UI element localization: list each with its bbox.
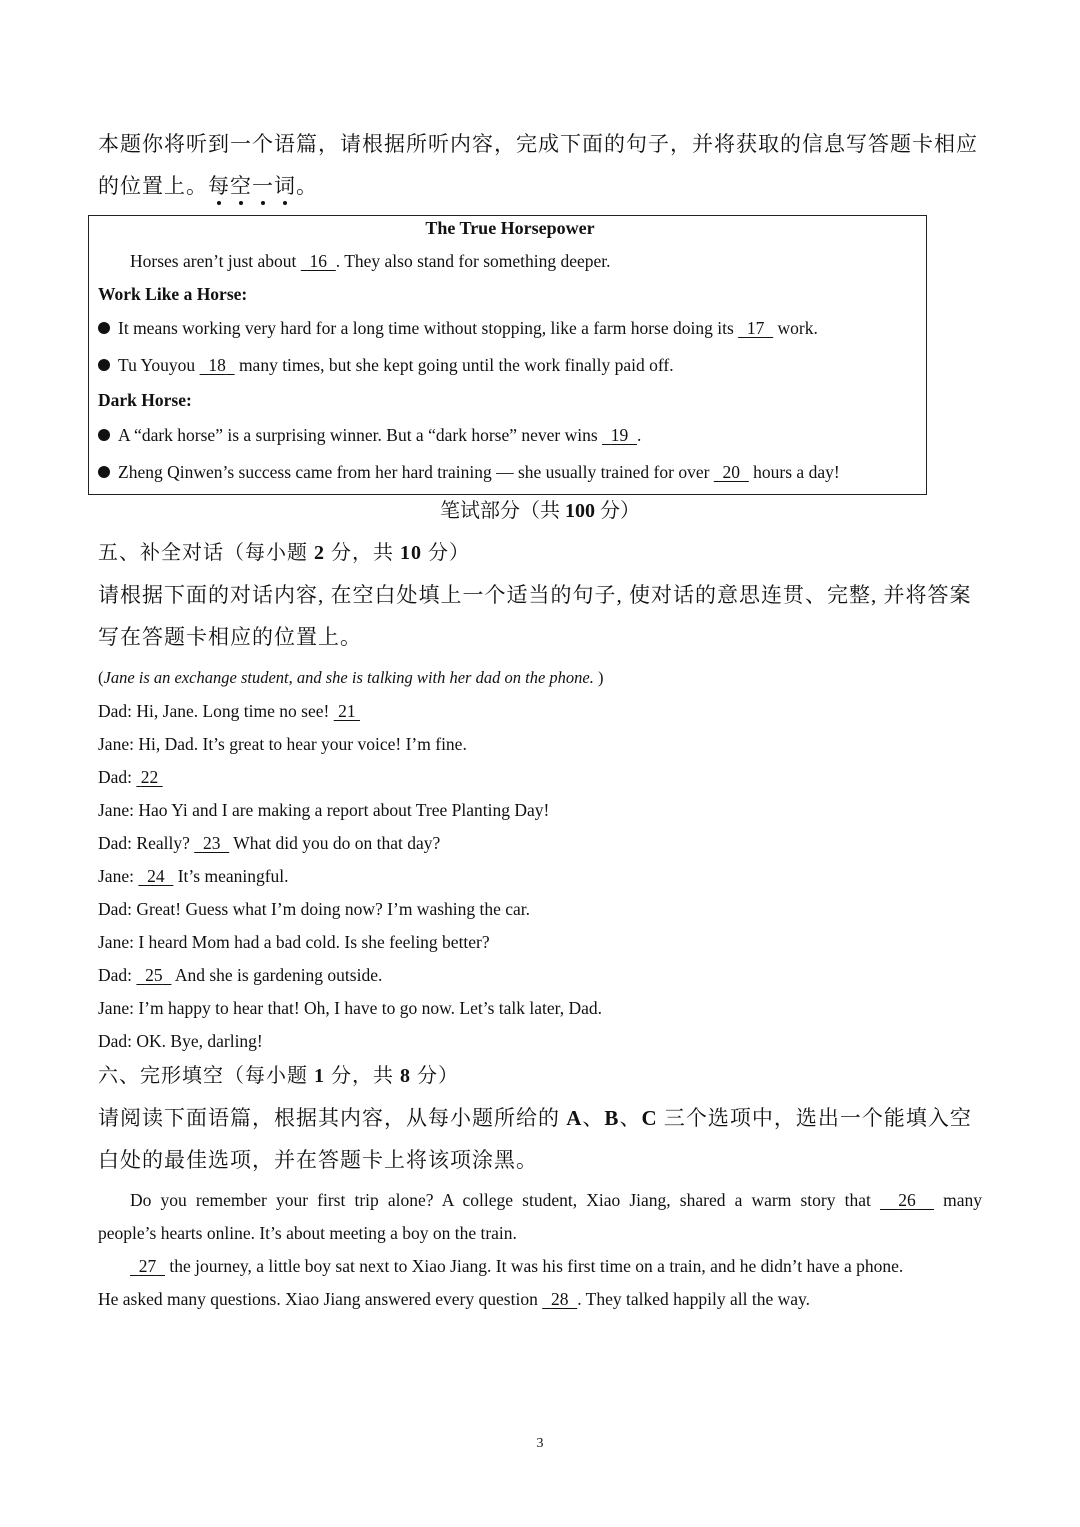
blank-number: 23 <box>202 833 221 853</box>
blank-number: 21 <box>338 701 356 721</box>
text: many times, but she kept going until the work finally paid off. <box>234 355 674 375</box>
blank-number: 19 <box>610 425 629 445</box>
blank-26[interactable] <box>880 1190 934 1210</box>
dialog-line-3 <box>98 767 163 788</box>
dialog-line-11: Dad: OK. Bye, darling! <box>98 1031 263 1051</box>
written-part-heading <box>0 497 1080 525</box>
blank-number: 24 <box>147 866 165 886</box>
text: 分，共 <box>325 542 400 564</box>
dialog-context: (Jane is an exchange student, and she is talking with her dad on the phone. ) <box>98 668 604 687</box>
blank-number: 16 <box>309 251 328 271</box>
blank-27[interactable] <box>130 1256 165 1276</box>
box-intro <box>130 251 611 272</box>
box-title: The True Horsepower <box>425 218 595 238</box>
dialog-line-5 <box>98 833 440 854</box>
blank-23[interactable] <box>194 833 229 853</box>
text: Do you remember your first trip alone? A college student, Xiao Jiang, shared a warm story that <box>130 1190 880 1210</box>
box-bullet-3 <box>98 425 641 446</box>
text: It’s meaningful. <box>173 866 289 886</box>
blank-19[interactable] <box>602 425 637 445</box>
box-heading-work: Work Like a Horse: <box>98 284 248 304</box>
section5-instruction-line1: 请根据下面的对话内容, 在空白处填上一个适当的句子, 使对话的意思连贯、完整, 并将答案 <box>98 583 972 607</box>
dialog-line-7: Dad: Great! Guess what I’m doing now? I’m washing the car. <box>98 899 531 919</box>
total: 8 <box>400 1065 411 1087</box>
instruction-text: 的位置上。 <box>98 174 208 198</box>
listening-instruction-line1: 本题你将听到一个语篇，请根据所听内容，完成下面的句子，并将获取的信息写答题卡相应 <box>98 132 978 156</box>
text: Tu Youyou <box>118 355 200 375</box>
emphasis-char: 每 <box>208 174 230 198</box>
blank-number: 17 <box>746 318 765 338</box>
points: 1 <box>314 1065 325 1087</box>
text: What did you do on that day? <box>229 833 441 853</box>
text: 、 <box>582 1106 605 1130</box>
dialog-line-1 <box>98 701 360 722</box>
cloze-line-4 <box>98 1289 810 1310</box>
cloze-line-3 <box>130 1256 903 1277</box>
cloze-line-1 <box>130 1190 982 1211</box>
instruction-text: 。 <box>296 174 318 198</box>
option-b: B <box>604 1106 620 1130</box>
text: 分） <box>422 542 470 564</box>
section5-heading <box>98 532 470 574</box>
total: 10 <box>400 542 422 564</box>
text: work. <box>773 318 818 338</box>
emphasis-char: 空 <box>230 174 252 198</box>
text: 分，共 <box>325 1065 400 1087</box>
dialog-line-6 <box>98 866 289 887</box>
blank-number: 18 <box>208 355 226 375</box>
text: 分） <box>595 500 640 522</box>
bullet-icon <box>98 359 110 371</box>
blank-22[interactable] <box>136 767 162 787</box>
text: Dad: Really? <box>98 833 195 853</box>
blank-number: 27 <box>138 1256 157 1276</box>
section6-heading <box>98 1055 459 1097</box>
context-text: Jane is an exchange student, and she is talking with her dad on the phone. <box>103 668 594 687</box>
section5-instruction-line2: 写在答题卡相应的位置上。 <box>98 625 362 649</box>
bullet-icon <box>98 466 110 478</box>
text: . They also stand for something deeper. <box>335 251 611 271</box>
text: Zheng Qinwen’s success came from her hard training — she usually trained for over <box>118 462 714 482</box>
text: the journey, a little boy sat next to Xiao Jiang. It was his first time on a train, and he didn’t have a phone. <box>165 1256 904 1276</box>
box-bullet-2 <box>98 355 674 376</box>
text: 、 <box>619 1106 642 1130</box>
text: Dad: <box>98 767 137 787</box>
score: 100 <box>565 500 595 522</box>
emphasis-char: 一 <box>252 174 274 198</box>
points: 2 <box>314 542 325 564</box>
blank-21[interactable] <box>334 701 360 721</box>
text: And she is gardening outside. <box>171 965 383 985</box>
dialog-line-10: Jane: I’m happy to hear that! Oh, I have to go now. Let’s talk later, Dad. <box>98 998 603 1018</box>
dialog-line-9 <box>98 965 382 986</box>
text: Dad: Hi, Jane. Long time no see! <box>98 701 334 721</box>
text: A “dark horse” is a surprising winner. But a “dark horse” never wins <box>118 425 603 445</box>
box-heading-dark: Dark Horse: <box>98 390 192 410</box>
text: It means working very hard for a long time without stopping, like a farm horse doing its <box>118 318 739 338</box>
blank-number: 26 <box>898 1190 916 1210</box>
text: . <box>637 425 642 445</box>
listening-instruction-line2 <box>98 165 318 207</box>
section6-instruction-line1 <box>98 1097 972 1139</box>
bullet-icon <box>98 429 110 441</box>
text: many <box>934 1190 983 1210</box>
text: 六、完形填空（每小题 <box>98 1065 314 1087</box>
blank-28[interactable] <box>542 1289 577 1309</box>
text: He asked many questions. Xiao Jiang answered every question <box>98 1289 543 1309</box>
blank-number: 25 <box>145 965 163 985</box>
text: . They talked happily all the way. <box>577 1289 810 1309</box>
blank-25[interactable] <box>136 965 171 985</box>
dialog-line-8: Jane: I heard Mom had a bad cold. Is she feeling better? <box>98 932 490 952</box>
cloze-line-2: people’s hearts online. It’s about meeting a boy on the train. <box>98 1223 517 1243</box>
text: 分） <box>411 1065 459 1087</box>
bullet-icon <box>98 322 110 334</box>
blank-24[interactable] <box>138 866 173 886</box>
emphasis-char: 词 <box>274 174 296 198</box>
text: 五、补全对话（每小题 <box>98 542 314 564</box>
blank-18[interactable] <box>200 355 235 375</box>
dialog-line-4: Jane: Hao Yi and I are making a report about Tree Planting Day! <box>98 800 550 820</box>
blank-20[interactable] <box>714 462 749 482</box>
dialog-line-2: Jane: Hi, Dad. It’s great to hear your voice! I’m fine. <box>98 734 467 754</box>
box-bullet-4 <box>98 462 840 483</box>
text: 三个选项中，选出一个能填入空 <box>657 1106 972 1130</box>
page-number: 3 <box>536 1436 544 1451</box>
text: 笔试部分（共 <box>440 500 565 522</box>
option-c: C <box>641 1106 658 1130</box>
text: Jane: <box>98 866 139 886</box>
section6-instruction-line2: 白处的最佳选项，并在答题卡上将该项涂黑。 <box>98 1148 538 1172</box>
box-bullet-1 <box>98 318 818 339</box>
text: 请阅读下面语篇，根据其内容，从每小题所给的 <box>98 1106 567 1130</box>
blank-number: 22 <box>140 767 159 787</box>
option-a: A <box>566 1106 583 1130</box>
blank-16[interactable] <box>301 251 336 271</box>
text: Dad: <box>98 965 137 985</box>
text: Horses aren’t just about <box>130 251 301 271</box>
text: hours a day! <box>748 462 840 482</box>
blank-17[interactable] <box>738 318 773 338</box>
blank-number: 28 <box>550 1289 569 1309</box>
blank-number: 20 <box>722 462 741 482</box>
